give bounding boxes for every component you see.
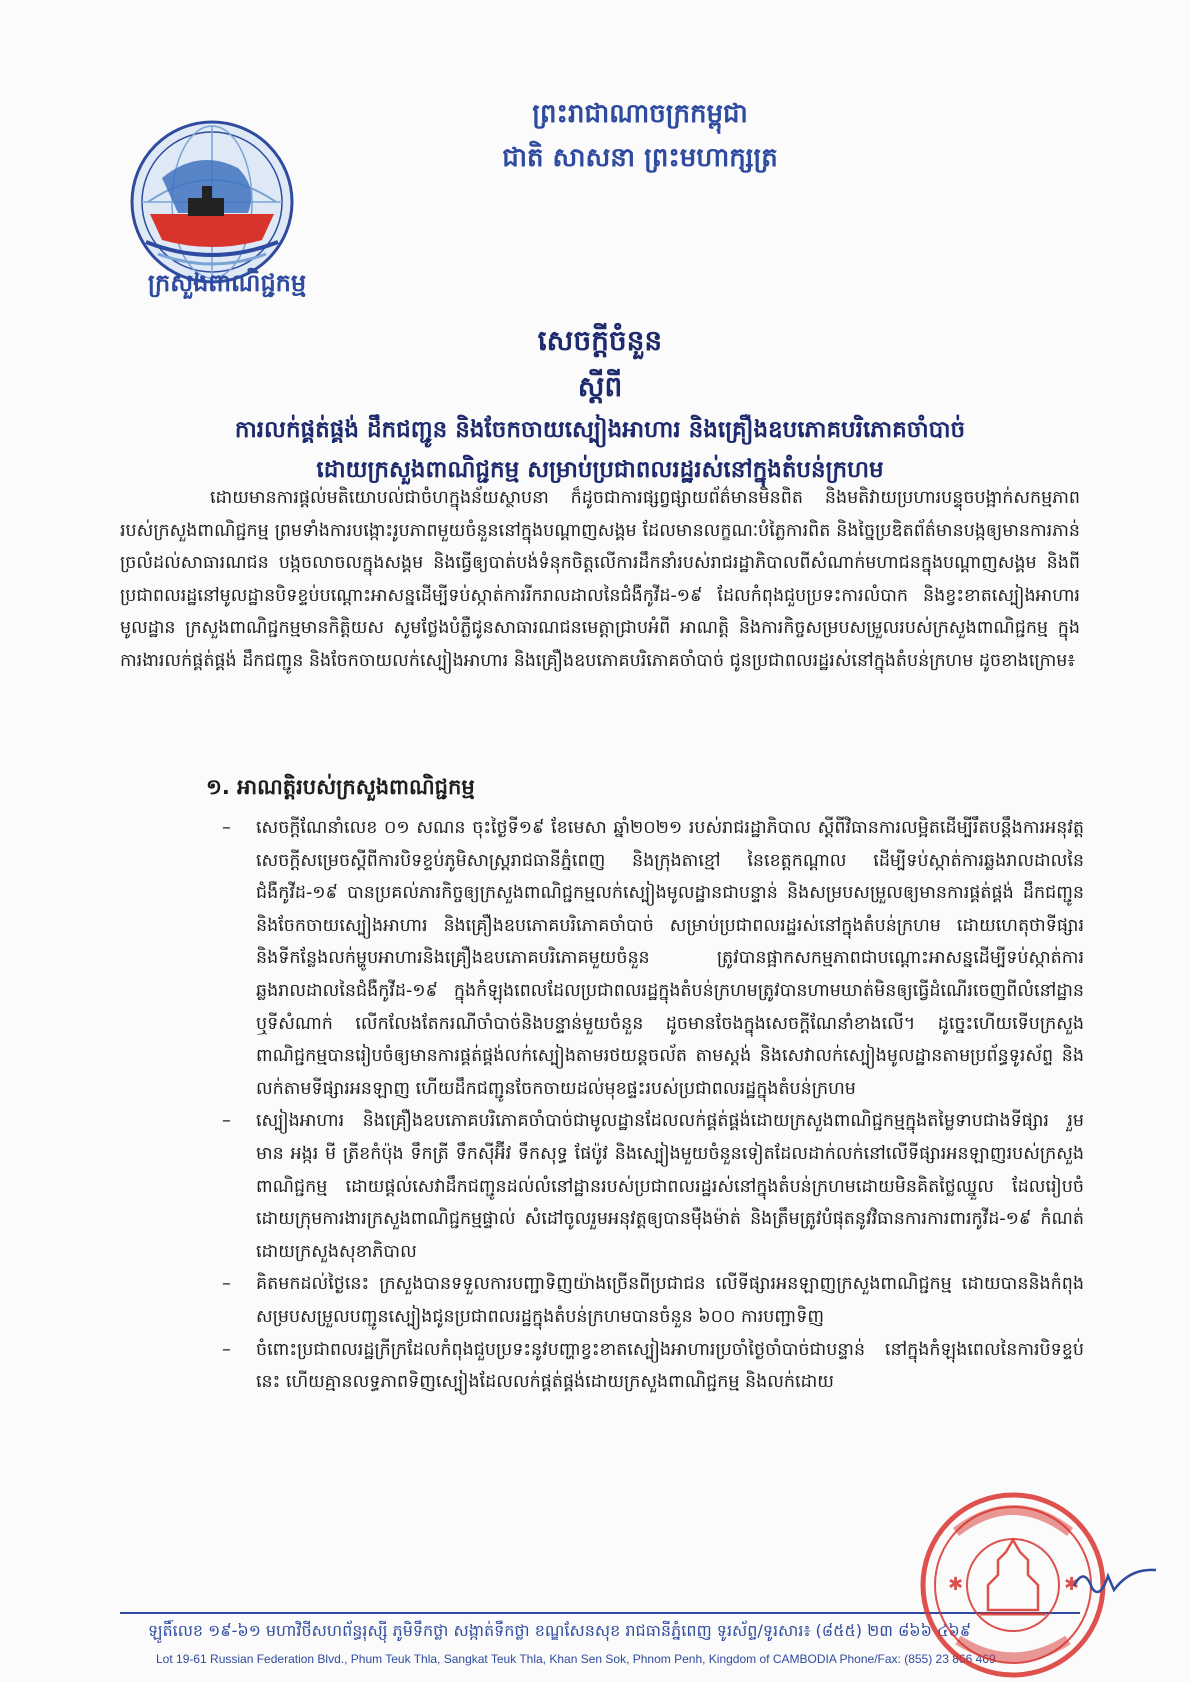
- section-1-title: ១. អាណត្តិរបស់ក្រសួងពាណិជ្ជកម្ម: [206, 775, 475, 799]
- intro-section: [120, 482, 1080, 678]
- announcement-title: [120, 318, 1080, 490]
- list-item-text: គិតមកដល់ថ្ងៃនេះ ក្រសួងបានទទួលការបញ្ជាទិញយ៉ាងច្រើនពីប្រជាជន លើទីផ្សារអនឡាញក្រសួងពាណិជ្ជកម្ម ដោយបាននិងកំពុងសម្របសម្រួលបញ្ជូនស្បៀងជូនប្រជាពលរដ្ឋក្នុងតំបន់ក្រហមបានចំនួន ៦០០ ការបញ្ជាទិញ: [256, 1274, 1084, 1327]
- list-item-text: សេចក្តីណែនាំលេខ ០១ សណន ចុះថ្ងៃទី១៩ ខែមេសា ឆ្នាំ២០២១ របស់រាជរដ្ឋាភិបាល ស្តីពីវិធានការលម្អិតដើម្បីរឹតបន្តឹងការអនុវត្តសេចក្តីសម្រេចស្តីពីការបិទខ្ទប់ភូមិសាស្ត្ររាជធានីភ្នំពេញ និងក្រុងតាខ្មៅ នៃខេត្តកណ្តាល ដើម្បីទប់ស្កាត់ការឆ្លងរាលដាលនៃជំងឺកូវីដ-១៩ បានប្រគល់ភារកិច្ចឲ្យក្រសួងពាណិជ្ជកម្មលក់ស្បៀងមូលដ្ឋានជាបន្ទាន់ និងសម្របសម្រួលឲ្យមានការផ្គត់ផ្គង់ ដឹកជញ្ជូន និងចែកចាយស្បៀងអាហារ និងគ្រឿងឧបភោគបរិភោគចាំបាច់ សម្រាប់ប្រជាពលរដ្ឋរស់នៅក្នុងតំបន់ក្រហម ដោយហេតុថាទីផ្សារ និងទីកន្លែងលក់ម្ហូបអាហារនិងគ្រឿងឧបភោគបរិភោគមួយចំនួន ត្រូវបានផ្អាកសកម្មភាពជាបណ្តោះអាសន្នដើម្បីទប់ស្កាត់ការឆ្លងរាលដាលនៃជំងឺកូវីដ-១៩ ក្នុងកំឡុងពេលដែលប្រជាពលរដ្ឋក្នុងតំបន់ក្រហមត្រូវបានហាមឃាត់មិនឲ្យធ្វើដំណើរចេញពីលំនៅដ្ឋាន ឬទីសំណាក់ លើកលែងតែករណីចាំបាច់និងបន្ទាន់មួយចំនួន ដូចមានចែងក្នុងសេចក្តីណែនាំខាងលើ។ ដូច្នេះហើយទើបក្រសួងពាណិជ្ជកម្មបានរៀបចំឲ្យមានការផ្គត់ផ្គង់លក់ស្បៀងតាមរថយន្តចល័ត តាមស្តង់ និងសេវាលក់ស្បៀងមូលដ្ឋានតាមប្រព័ន្ធទូរស័ព្ទ និងលក់តាមទីផ្សារអនឡាញ ហើយដឹកជញ្ជូនចែកចាយដល់មុខផ្ទះរបស់ប្រជាពលរដ្ឋក្នុងតំបន់ក្រហម: [256, 818, 1084, 1099]
- list-item: [216, 1334, 1084, 1399]
- list-item: [216, 1105, 1084, 1268]
- svg-text:✱: ✱: [948, 1574, 964, 1595]
- ministry-logo: [128, 118, 296, 286]
- intro-paragraph: ដោយមានការផ្តល់មតិយោបល់ជាចំហក្នុងន័យស្ថាបនា ក៏ដូចជាការផ្សព្វផ្សាយព័ត៌មានមិនពិត និងមតិវាយប្រហារបន្ទុចបង្អាក់សកម្មភាពរបស់ក្រសួងពាណិជ្ជកម្ម ព្រមទាំងការបង្កោះរូបភាពមួយចំនួននៅក្នុងបណ្តាញសង្គម ដែលមានលក្ខណៈបំភ្លៃការពិត និងច្នៃប្រឌិតព័ត៌មានបង្កឲ្យមានការភាន់ច្រលំដល់សាធារណជន បង្កចលាចលក្នុងសង្គម និងធ្វើឲ្យបាត់បង់ទំនុកចិត្តលើការដឹកនាំរបស់រាជរដ្ឋាភិបាលពីសំណាក់មហាជនក្នុងបណ្តាញសង្គម និងពីប្រជាពលរដ្ឋនៅមូលដ្ឋានបិទខ្ទប់បណ្តោះអាសន្នដើម្បីទប់ស្កាត់ការរីករាលដាលនៃជំងឺកូវីដ-១៩ ដែលកំពុងជួបប្រទះការលំបាក និងខ្វះខាតស្បៀងអាហារមូលដ្ឋាន ក្រសួងពាណិជ្ជកម្មមានកិត្តិយស សូមថ្លែងបំភ្លឺជូនសាធារណជនមេត្តាជ្រាបអំពី អាណត្តិ និងការកិច្ចសម្របសម្រួលរបស់ក្រសួងពាណិជ្ជកម្ម ក្នុងការងារលក់ផ្គត់ផ្គង់ ដឹកជញ្ជូន និងចែកចាយលក់ស្បៀងអាហារ និងគ្រឿងឧបភោគបរិភោគចាំបាច់ ជូនប្រជាពលរដ្ឋរស់នៅក្នុងតំបន់ក្រហម ដូចខាងក្រោម៖: [120, 488, 1080, 671]
- dash-bullet: –: [222, 818, 231, 838]
- svg-text:✱: ✱: [1064, 1574, 1080, 1595]
- list-item-text: ស្បៀងអាហារ និងគ្រឿងឧបភោគបរិភោគចាំបាច់ជាមូលដ្ឋានដែលលក់ផ្គត់ផ្គង់ដោយក្រសួងពាណិជ្ជកម្មក្នុងតម្លៃទាបជាងទីផ្សារ រួមមាន អង្ករ មី ត្រីខកំប៉ុង ទឹកត្រី ទឹកស៊ីអ៊ីវ ទឹកសុទ្ធ ផែប៉ូវ និងស្បៀងមួយចំនួនទៀតដែលដាក់លក់នៅលើទីផ្សារអនឡាញរបស់ក្រសួងពាណិជ្ជកម្ម ដោយផ្តល់សេវាដឹកជញ្ជូនដល់លំនៅដ្ឋានរបស់ប្រជាពលរដ្ឋរស់នៅក្នុងតំបន់ក្រហមដោយមិនគិតថ្លៃឈ្នួល ដែលរៀបចំដោយក្រុមការងារក្រសួងពាណិជ្ជកម្មផ្ទាល់ សំដៅចូលរួមអនុវត្តឲ្យបានម៉ឺងម៉ាត់ និងត្រឹមត្រូវបំផុតនូវវិធានការការពារកូវីដ-១៩ កំណត់ដោយក្រសួងសុខាភិបាល: [256, 1111, 1084, 1262]
- title-line-3: ការលក់ផ្គត់ផ្គង់ ដឹកជញ្ជូន និងចែកចាយស្បៀងអាហារ និងគ្រឿងឧបភោគបរិភោគចាំបាច់: [234, 417, 966, 443]
- dash-bullet: –: [222, 1111, 231, 1132]
- footer-address-khmer: ឡូតិ៍លេខ ១៩-៦១ មហាវិថីសហព័ន្ធរុស្ស៊ី ភូមិទឹកថ្លា សង្កាត់ទឹកថ្លា ខណ្ឌសែនសុខ រាជធានីភ្នំពេញ ទូរស័ព្ទ/ទូរសារ៖ (៨៥៥) ២៣ ៨៦៦ ៤៦៩: [148, 1621, 972, 1640]
- dash-bullet: –: [222, 1274, 231, 1295]
- signature: [1070, 1560, 1160, 1600]
- footer-address-english: Lot 19-61 Russian Federation Blvd., Phum Teuk Thla, Sangkat Teuk Thla, Khan Sen Sok, Phnom Penh, Kingdom of CAMBODIA Phone/Fax: (855) 23 866 469: [156, 1652, 996, 1666]
- section-1-list: [216, 812, 1084, 1399]
- list-item-text: ចំពោះប្រជាពលរដ្ឋក្រីក្រដែលកំពុងជួបប្រទះនូវបញ្ហាខ្វះខាតស្បៀងអាហារប្រចាំថ្ងៃចាំបាច់ជាបន្ទាន់ នៅក្នុងកំឡុងពេលនៃការបិទខ្ទប់នេះ ហើយគ្មានលទ្ធភាពទិញស្បៀងដែលលក់ផ្គត់ផ្គង់ដោយក្រសួងពាណិជ្ជកម្ម និងលក់ដោយ: [256, 1339, 1084, 1393]
- kingdom-motto: [380, 92, 900, 180]
- list-item: [216, 812, 1084, 1105]
- title-line-2: ស្តីពី: [577, 370, 623, 403]
- list-item: [216, 1268, 1084, 1333]
- ministry-name: ក្រសួងពាណិជ្ជកម្ម: [147, 269, 307, 297]
- kingdom-line-1: ព្រះរាជាណាចក្រកម្ពុជា: [532, 99, 748, 129]
- kingdom-line-2: ជាតិ សាសនា ព្រះមហាក្សត្រ: [502, 143, 778, 173]
- title-line-4: ដោយក្រសួងពាណិជ្ជកម្ម សម្រាប់ប្រជាពលរដ្ឋរស់នៅក្នុងតំបន់ក្រហម: [316, 457, 884, 483]
- dash-bullet: –: [222, 1339, 231, 1360]
- title-line-1: សេចក្តីចំនួន: [537, 324, 663, 357]
